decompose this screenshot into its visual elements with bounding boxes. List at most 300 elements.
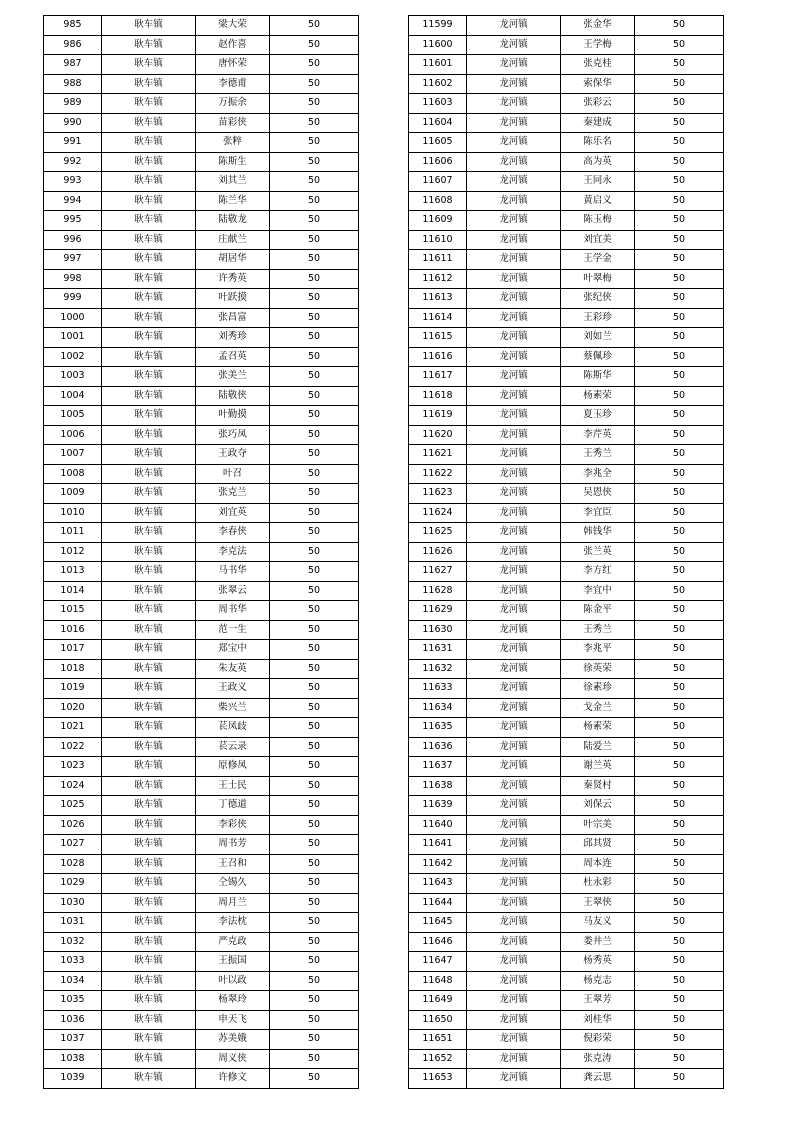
town-cell: 龙河镇 — [467, 1030, 561, 1050]
town-cell: 龙河镇 — [467, 562, 561, 582]
amount-cell: 50 — [270, 113, 359, 133]
town-cell: 龙河镇 — [467, 1069, 561, 1089]
amount-cell: 50 — [270, 269, 359, 289]
name-cell: 张昌富 — [196, 308, 270, 328]
amount-cell: 50 — [270, 620, 359, 640]
name-cell: 张巧凤 — [196, 425, 270, 445]
row-number-cell: 11605 — [409, 133, 467, 153]
name-cell: 李兆全 — [561, 464, 635, 484]
table-row — [409, 1049, 724, 1069]
amount-cell: 50 — [270, 94, 359, 114]
amount-cell: 50 — [635, 737, 724, 757]
amount-cell: 50 — [635, 523, 724, 543]
table-row — [409, 1069, 724, 1089]
amount-cell: 50 — [270, 601, 359, 621]
town-cell: 龙河镇 — [467, 172, 561, 192]
row-number-cell: 11612 — [409, 269, 467, 289]
name-cell: 杨秀英 — [561, 952, 635, 972]
table-row — [44, 1049, 359, 1069]
name-cell: 申天飞 — [196, 1010, 270, 1030]
row-number-cell: 1032 — [44, 932, 102, 952]
row-number-cell: 11614 — [409, 308, 467, 328]
row-number-cell: 11602 — [409, 74, 467, 94]
amount-cell: 50 — [270, 932, 359, 952]
town-cell: 耿车镇 — [102, 737, 196, 757]
town-cell: 耿车镇 — [102, 308, 196, 328]
row-number-cell: 990 — [44, 113, 102, 133]
row-number-cell: 11600 — [409, 35, 467, 55]
row-number-cell: 11601 — [409, 55, 467, 75]
name-cell: 王振国 — [196, 952, 270, 972]
town-cell: 龙河镇 — [467, 854, 561, 874]
name-cell: 索保华 — [561, 74, 635, 94]
amount-cell: 50 — [635, 1049, 724, 1069]
name-cell: 苏美娥 — [196, 1030, 270, 1050]
row-number-cell: 11624 — [409, 503, 467, 523]
row-number-cell: 11625 — [409, 523, 467, 543]
amount-cell: 50 — [635, 250, 724, 270]
table-row — [409, 776, 724, 796]
amount-cell: 50 — [270, 367, 359, 387]
name-cell: 张克涛 — [561, 1049, 635, 1069]
row-number-cell: 11621 — [409, 445, 467, 465]
table-row — [44, 796, 359, 816]
amount-cell: 50 — [635, 74, 724, 94]
town-cell: 龙河镇 — [467, 718, 561, 738]
row-number-cell: 11622 — [409, 464, 467, 484]
amount-cell: 50 — [270, 503, 359, 523]
amount-cell: 50 — [635, 425, 724, 445]
amount-cell: 50 — [270, 230, 359, 250]
table-row — [44, 113, 359, 133]
town-cell: 龙河镇 — [467, 94, 561, 114]
table-row — [409, 152, 724, 172]
row-number-cell: 1015 — [44, 601, 102, 621]
table-row — [409, 308, 724, 328]
row-number-cell: 11640 — [409, 815, 467, 835]
name-cell: 叶翠梅 — [561, 269, 635, 289]
town-cell: 耿车镇 — [102, 367, 196, 387]
town-cell: 龙河镇 — [467, 35, 561, 55]
amount-cell: 50 — [270, 952, 359, 972]
town-cell: 耿车镇 — [102, 94, 196, 114]
town-cell: 龙河镇 — [467, 289, 561, 309]
name-cell: 陈斯华 — [561, 367, 635, 387]
row-number-cell: 11645 — [409, 913, 467, 933]
town-cell: 耿车镇 — [102, 386, 196, 406]
table-row — [409, 562, 724, 582]
table-row — [409, 913, 724, 933]
table-row — [44, 367, 359, 387]
row-number-cell: 11651 — [409, 1030, 467, 1050]
amount-cell: 50 — [635, 659, 724, 679]
town-cell: 龙河镇 — [467, 152, 561, 172]
row-number-cell: 1002 — [44, 347, 102, 367]
name-cell: 王翠侠 — [561, 893, 635, 913]
row-number-cell: 11650 — [409, 1010, 467, 1030]
town-cell: 龙河镇 — [467, 971, 561, 991]
name-cell: 赵作喜 — [196, 35, 270, 55]
table-row — [409, 835, 724, 855]
row-number-cell: 11647 — [409, 952, 467, 972]
amount-cell: 50 — [270, 74, 359, 94]
town-cell: 耿车镇 — [102, 445, 196, 465]
table-row — [409, 406, 724, 426]
amount-cell: 50 — [270, 406, 359, 426]
row-number-cell: 11608 — [409, 191, 467, 211]
row-number-cell: 1001 — [44, 328, 102, 348]
table-row — [409, 737, 724, 757]
town-cell: 龙河镇 — [467, 386, 561, 406]
table-row — [409, 952, 724, 972]
row-number-cell: 1009 — [44, 484, 102, 504]
town-cell: 耿车镇 — [102, 932, 196, 952]
town-cell: 龙河镇 — [467, 425, 561, 445]
table-row — [44, 932, 359, 952]
amount-cell: 50 — [635, 16, 724, 36]
table-row — [44, 835, 359, 855]
amount-cell: 50 — [635, 367, 724, 387]
amount-cell: 50 — [635, 698, 724, 718]
row-number-cell: 1011 — [44, 523, 102, 543]
row-number-cell: 995 — [44, 211, 102, 231]
town-cell: 龙河镇 — [467, 835, 561, 855]
row-number-cell: 11619 — [409, 406, 467, 426]
town-cell: 龙河镇 — [467, 269, 561, 289]
row-number-cell: 11641 — [409, 835, 467, 855]
amount-cell: 50 — [635, 854, 724, 874]
name-cell: 周义侠 — [196, 1049, 270, 1069]
row-number-cell: 11616 — [409, 347, 467, 367]
row-number-cell: 11639 — [409, 796, 467, 816]
row-number-cell: 1018 — [44, 659, 102, 679]
name-cell: 王彩珍 — [561, 308, 635, 328]
town-cell: 龙河镇 — [467, 991, 561, 1011]
name-cell: 周书华 — [196, 601, 270, 621]
amount-cell: 50 — [270, 679, 359, 699]
name-cell: 王学金 — [561, 250, 635, 270]
town-cell: 耿车镇 — [102, 211, 196, 231]
name-cell: 张兰英 — [561, 542, 635, 562]
amount-cell: 50 — [635, 269, 724, 289]
town-cell: 耿车镇 — [102, 679, 196, 699]
amount-cell: 50 — [635, 952, 724, 972]
name-cell: 吴恩侠 — [561, 484, 635, 504]
town-cell: 耿车镇 — [102, 347, 196, 367]
name-cell: 庄献兰 — [196, 230, 270, 250]
town-cell: 耿车镇 — [102, 1049, 196, 1069]
table-row — [44, 952, 359, 972]
name-cell: 秦贤村 — [561, 776, 635, 796]
town-cell: 龙河镇 — [467, 932, 561, 952]
town-cell: 龙河镇 — [467, 542, 561, 562]
name-cell: 王翠芳 — [561, 991, 635, 1011]
row-number-cell: 985 — [44, 16, 102, 36]
row-number-cell: 1010 — [44, 503, 102, 523]
town-cell: 耿车镇 — [102, 601, 196, 621]
town-cell: 耿车镇 — [102, 581, 196, 601]
table-row — [44, 308, 359, 328]
amount-cell: 50 — [635, 757, 724, 777]
town-cell: 耿车镇 — [102, 269, 196, 289]
name-cell: 刘宜英 — [196, 503, 270, 523]
row-number-cell: 1012 — [44, 542, 102, 562]
amount-cell: 50 — [635, 1030, 724, 1050]
name-cell: 张翠云 — [196, 581, 270, 601]
table-row — [44, 289, 359, 309]
name-cell: 张粹 — [196, 133, 270, 153]
row-number-cell: 1034 — [44, 971, 102, 991]
row-number-cell: 999 — [44, 289, 102, 309]
table-row — [409, 542, 724, 562]
table-row — [44, 874, 359, 894]
amount-cell: 50 — [270, 250, 359, 270]
town-cell: 龙河镇 — [467, 503, 561, 523]
amount-cell: 50 — [635, 347, 724, 367]
table-row — [409, 757, 724, 777]
table-row — [409, 113, 724, 133]
row-number-cell: 1026 — [44, 815, 102, 835]
table-row — [44, 854, 359, 874]
row-number-cell: 11644 — [409, 893, 467, 913]
name-cell: 仝锡久 — [196, 874, 270, 894]
row-number-cell: 11636 — [409, 737, 467, 757]
table-row — [409, 640, 724, 660]
name-cell: 刘保云 — [561, 796, 635, 816]
town-cell: 耿车镇 — [102, 854, 196, 874]
row-number-cell: 11629 — [409, 601, 467, 621]
town-cell: 龙河镇 — [467, 737, 561, 757]
name-cell: 王士民 — [196, 776, 270, 796]
name-cell: 杨素荣 — [561, 386, 635, 406]
name-cell: 黄启义 — [561, 191, 635, 211]
town-cell: 耿车镇 — [102, 991, 196, 1011]
row-number-cell: 11630 — [409, 620, 467, 640]
amount-cell: 50 — [270, 659, 359, 679]
amount-cell: 50 — [270, 893, 359, 913]
town-cell: 龙河镇 — [467, 796, 561, 816]
name-cell: 严克政 — [196, 932, 270, 952]
row-number-cell: 1033 — [44, 952, 102, 972]
town-cell: 龙河镇 — [467, 328, 561, 348]
name-cell: 王秀兰 — [561, 620, 635, 640]
amount-cell: 50 — [635, 718, 724, 738]
row-number-cell: 998 — [44, 269, 102, 289]
name-cell: 刘桂华 — [561, 1010, 635, 1030]
row-number-cell: 11643 — [409, 874, 467, 894]
table-row — [44, 172, 359, 192]
name-cell: 陈玉梅 — [561, 211, 635, 231]
town-cell: 耿车镇 — [102, 542, 196, 562]
amount-cell: 50 — [635, 464, 724, 484]
table-row — [44, 35, 359, 55]
town-cell: 龙河镇 — [467, 484, 561, 504]
row-number-cell: 11653 — [409, 1069, 467, 1089]
amount-cell: 50 — [270, 464, 359, 484]
table-row — [44, 55, 359, 75]
row-number-cell: 1029 — [44, 874, 102, 894]
table-row — [409, 425, 724, 445]
amount-cell: 50 — [270, 757, 359, 777]
row-number-cell: 1005 — [44, 406, 102, 426]
town-cell: 龙河镇 — [467, 250, 561, 270]
town-cell: 耿车镇 — [102, 172, 196, 192]
town-cell: 龙河镇 — [467, 211, 561, 231]
town-cell: 耿车镇 — [102, 484, 196, 504]
name-cell: 苌凤歧 — [196, 718, 270, 738]
amount-cell: 50 — [635, 640, 724, 660]
amount-cell: 50 — [635, 1010, 724, 1030]
table-row — [409, 1030, 724, 1050]
name-cell: 陆爱兰 — [561, 737, 635, 757]
row-number-cell: 11635 — [409, 718, 467, 738]
amount-cell: 50 — [635, 289, 724, 309]
table-row — [44, 1069, 359, 1089]
amount-cell: 50 — [635, 874, 724, 894]
table-row — [44, 1010, 359, 1030]
table-row — [44, 893, 359, 913]
name-cell: 刘秀珍 — [196, 328, 270, 348]
town-cell: 耿车镇 — [102, 971, 196, 991]
town-cell: 龙河镇 — [467, 698, 561, 718]
row-number-cell: 1016 — [44, 620, 102, 640]
table-row — [44, 94, 359, 114]
table-row — [409, 484, 724, 504]
row-number-cell: 1004 — [44, 386, 102, 406]
amount-cell: 50 — [635, 133, 724, 153]
amount-cell: 50 — [635, 113, 724, 133]
row-number-cell: 11632 — [409, 659, 467, 679]
amount-cell: 50 — [270, 133, 359, 153]
name-cell: 杜永彩 — [561, 874, 635, 894]
amount-cell: 50 — [270, 796, 359, 816]
town-cell: 耿车镇 — [102, 74, 196, 94]
amount-cell: 50 — [635, 1069, 724, 1089]
table-row — [409, 211, 724, 231]
name-cell: 李宜臣 — [561, 503, 635, 523]
town-cell: 龙河镇 — [467, 893, 561, 913]
town-cell: 耿车镇 — [102, 1030, 196, 1050]
town-cell: 龙河镇 — [467, 1010, 561, 1030]
amount-cell: 50 — [635, 913, 724, 933]
row-number-cell: 11599 — [409, 16, 467, 36]
amount-cell: 50 — [270, 581, 359, 601]
name-cell: 范一生 — [196, 620, 270, 640]
amount-cell: 50 — [270, 776, 359, 796]
town-cell: 龙河镇 — [467, 367, 561, 387]
name-cell: 叶宗美 — [561, 815, 635, 835]
row-number-cell: 11637 — [409, 757, 467, 777]
name-cell: 李春侠 — [196, 523, 270, 543]
town-cell: 耿车镇 — [102, 952, 196, 972]
town-cell: 龙河镇 — [467, 113, 561, 133]
amount-cell: 50 — [270, 289, 359, 309]
amount-cell: 50 — [270, 737, 359, 757]
name-cell: 陈乐名 — [561, 133, 635, 153]
amount-cell: 50 — [270, 191, 359, 211]
table-row — [409, 815, 724, 835]
amount-cell: 50 — [635, 620, 724, 640]
table-row — [409, 620, 724, 640]
table-row — [409, 464, 724, 484]
name-cell: 蔡佩珍 — [561, 347, 635, 367]
town-cell: 耿车镇 — [102, 835, 196, 855]
table-row — [409, 347, 724, 367]
town-cell: 耿车镇 — [102, 406, 196, 426]
row-number-cell: 11623 — [409, 484, 467, 504]
table-row — [44, 464, 359, 484]
amount-cell: 50 — [635, 835, 724, 855]
town-cell: 龙河镇 — [467, 74, 561, 94]
amount-cell: 50 — [270, 172, 359, 192]
town-cell: 耿车镇 — [102, 55, 196, 75]
town-cell: 耿车镇 — [102, 425, 196, 445]
row-number-cell: 11646 — [409, 932, 467, 952]
name-cell: 叶跃摸 — [196, 289, 270, 309]
table-row — [409, 74, 724, 94]
town-cell: 龙河镇 — [467, 523, 561, 543]
row-number-cell: 1030 — [44, 893, 102, 913]
row-number-cell: 11610 — [409, 230, 467, 250]
amount-cell: 50 — [270, 523, 359, 543]
amount-cell: 50 — [270, 991, 359, 1011]
table-row — [44, 581, 359, 601]
town-cell: 耿车镇 — [102, 35, 196, 55]
name-cell: 杨素荣 — [561, 718, 635, 738]
row-number-cell: 11626 — [409, 542, 467, 562]
name-cell: 李方红 — [561, 562, 635, 582]
town-cell: 耿车镇 — [102, 113, 196, 133]
name-cell: 李兆平 — [561, 640, 635, 660]
name-cell: 李宜中 — [561, 581, 635, 601]
table-row — [44, 191, 359, 211]
town-cell: 耿车镇 — [102, 464, 196, 484]
row-number-cell: 1008 — [44, 464, 102, 484]
row-number-cell: 1020 — [44, 698, 102, 718]
table-row — [409, 367, 724, 387]
town-cell: 耿车镇 — [102, 659, 196, 679]
name-cell: 陈斯生 — [196, 152, 270, 172]
amount-cell: 50 — [270, 347, 359, 367]
name-cell: 周月兰 — [196, 893, 270, 913]
row-number-cell: 11628 — [409, 581, 467, 601]
table-row — [409, 133, 724, 153]
name-cell: 刘宜美 — [561, 230, 635, 250]
amount-cell: 50 — [635, 679, 724, 699]
table-row — [44, 542, 359, 562]
town-cell: 耿车镇 — [102, 562, 196, 582]
name-cell: 王学梅 — [561, 35, 635, 55]
amount-cell: 50 — [270, 55, 359, 75]
amount-cell: 50 — [270, 484, 359, 504]
town-cell: 龙河镇 — [467, 640, 561, 660]
name-cell: 马书华 — [196, 562, 270, 582]
amount-cell: 50 — [635, 893, 724, 913]
amount-cell: 50 — [270, 718, 359, 738]
amount-cell: 50 — [270, 874, 359, 894]
name-cell: 王召和 — [196, 854, 270, 874]
row-number-cell: 997 — [44, 250, 102, 270]
name-cell: 张克兰 — [196, 484, 270, 504]
name-cell: 柴兴兰 — [196, 698, 270, 718]
town-cell: 耿车镇 — [102, 1010, 196, 1030]
row-number-cell: 11627 — [409, 562, 467, 582]
town-cell: 龙河镇 — [467, 406, 561, 426]
amount-cell: 50 — [270, 445, 359, 465]
table-row — [44, 74, 359, 94]
row-number-cell: 1017 — [44, 640, 102, 660]
amount-cell: 50 — [635, 94, 724, 114]
